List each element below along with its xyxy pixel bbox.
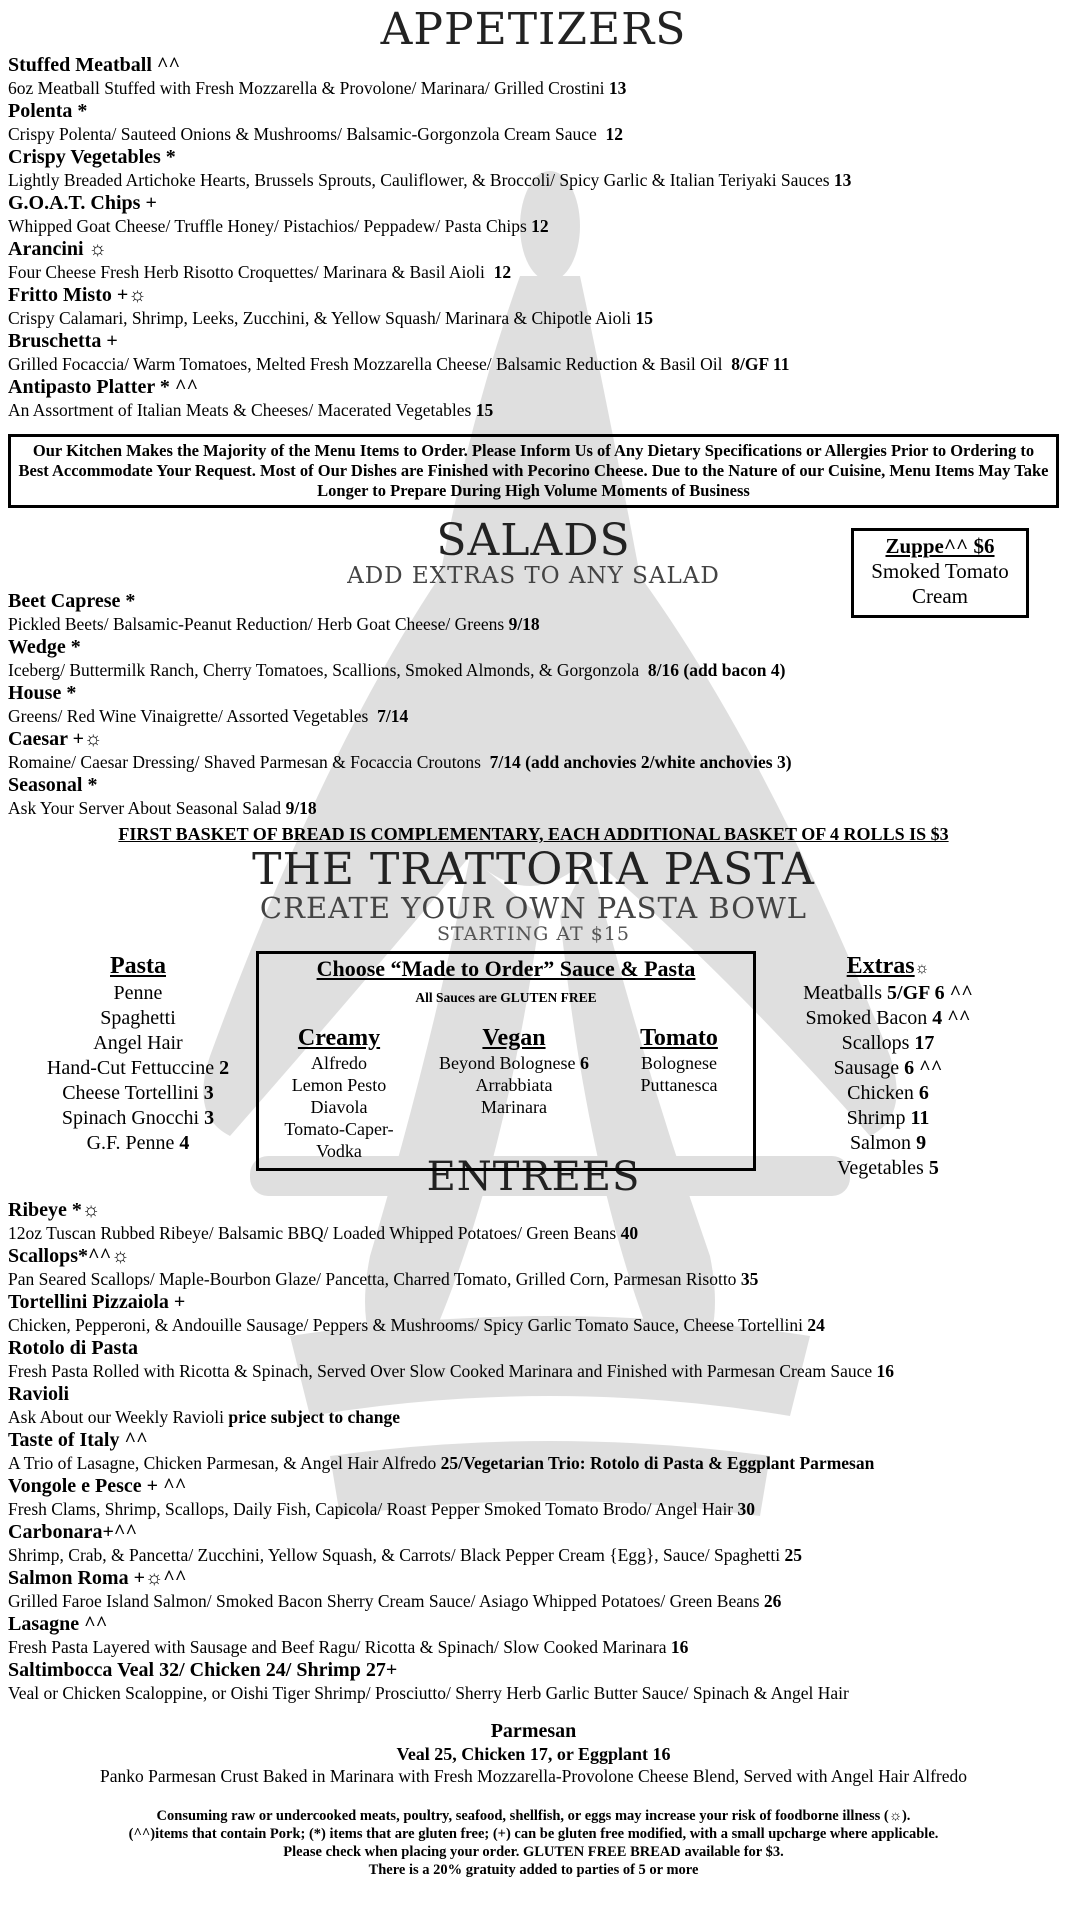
list-item [8, 1567, 1059, 1613]
parmesan-prices: Veal 25, Chicken 17, or Eggplant 16 [396, 1744, 671, 1764]
item-desc [8, 261, 1059, 284]
item-price: 13 [833, 170, 852, 190]
item-desc [8, 1682, 1059, 1705]
list-item [8, 238, 1059, 284]
extras-header [768, 951, 1008, 981]
extra-name: Sausage [833, 1057, 905, 1079]
list-item: Tomato-Caper- [284, 1119, 394, 1139]
item-desc [8, 1544, 1059, 1567]
list-item [8, 284, 1059, 330]
extras-choices [768, 951, 1008, 1181]
item-name: Arancini ☼ [8, 238, 107, 260]
item-price: 24 [807, 1315, 825, 1335]
appetizers-heading: APPETIZERS [380, 4, 687, 55]
list-item: Arrabbiata [475, 1075, 553, 1095]
list-item [768, 1006, 1008, 1031]
pasta-col-title: Pasta [110, 953, 166, 979]
creamy-title: Creamy [297, 1025, 381, 1051]
sauce-name: Beyond Bolognese [439, 1053, 576, 1073]
list-item [8, 1613, 1059, 1659]
item-price: 9/18 [285, 798, 317, 818]
pasta-name: G.F. Penne [86, 1132, 175, 1154]
list-item: Puttanesca [640, 1075, 718, 1095]
list-item [8, 774, 1059, 820]
item-desc [8, 797, 1059, 820]
list-item: Bolognese [641, 1053, 717, 1073]
pasta-price: 4 [179, 1132, 190, 1154]
item-desc [8, 399, 1059, 422]
list-item [8, 1475, 1059, 1521]
footer-line: Please check when placing your order. GLUTEN FREE BREAD available for $3. [283, 1844, 784, 1860]
item-desc-text: Fresh Clams, Shrimp, Scallops, Daily Fish, Capicola/ Roast Pepper Smoked Tomato Brodo/ Angel Hair [8, 1499, 734, 1519]
item-desc-text: A Trio of Lasagne, Chicken Parmesan, & Angel Hair Alfredo [8, 1453, 437, 1473]
item-price: 12 [493, 262, 512, 282]
item-name: Beet Caprese * [8, 590, 136, 612]
entrees-heading: ENTREES [426, 1154, 641, 1200]
item-name: Polenta * [8, 100, 88, 122]
item-name: Rotolo di Pasta [8, 1337, 138, 1359]
item-price: 8/GF 11 [731, 354, 790, 374]
list-item [8, 1429, 1059, 1475]
extra-name: Shrimp [846, 1107, 906, 1129]
item-price: 15 [635, 308, 654, 328]
zuppe-box [851, 528, 1029, 618]
extras-title: Extras [846, 953, 915, 979]
list-item [768, 1081, 1008, 1106]
list-item [768, 1131, 1008, 1156]
item-name: Scallops*^^☼ [8, 1245, 130, 1267]
list-item [18, 1081, 258, 1106]
item-desc-text: Grilled Focaccia/ Warm Tomatoes, Melted Fresh Mozzarella Cheese/ Balsamic Reduction & Basil Oil [8, 354, 723, 374]
item-name: Carbonara+^^ [8, 1521, 138, 1543]
item-name: Taste of Italy ^^ [8, 1429, 148, 1451]
list-item [768, 1156, 1008, 1181]
item-desc-text: 12oz Tuscan Rubbed Ribeye/ Balsamic BBQ/ Loaded Whipped Potatoes/ Green Beans [8, 1223, 617, 1243]
list-item [8, 376, 1059, 422]
item-desc-text: Fresh Pasta Rolled with Ricotta & Spinach, Served Over Slow Cooked Marinara and Finished with Parmesan Cream Sauce [8, 1361, 873, 1381]
item-desc-text: Four Cheese Fresh Herb Risotto Croquettes/ Marinara & Basil Aioli [8, 262, 485, 282]
sauce-gluten-note: All Sauces are GLUTEN FREE [415, 990, 597, 1005]
entrees-list [8, 1199, 1059, 1705]
extra-name: Chicken [847, 1082, 914, 1104]
item-price: 13 [608, 78, 627, 98]
item-name: G.O.A.T. Chips + [8, 192, 157, 214]
parmesan-title: Parmesan [490, 1720, 577, 1742]
item-name: Seasonal * [8, 774, 98, 796]
footer-line: (^^)items that contain Pork; (*) items that are gluten free; (+) can be gluten free modified, with a small upcharge where applicable. [128, 1826, 939, 1842]
list-item [8, 54, 1059, 100]
item-name: House * [8, 682, 77, 704]
pasta-name: Spinach Gnocchi [61, 1107, 200, 1129]
item-desc [8, 353, 1059, 376]
appetizers-list [8, 54, 1059, 422]
item-name: Ravioli [8, 1383, 70, 1405]
item-desc [8, 705, 1059, 728]
item-desc-text: Lightly Breaded Artichoke Hearts, Brussels Sprouts, Cauliflower, & Broccoli/ Spicy Garlic & Italian Teriyaki Sauces [8, 170, 830, 190]
item-name: Crispy Vegetables * [8, 146, 176, 168]
footer-line: Consuming raw or undercooked meats, poultry, seafood, shellfish, or eggs may increase your risk of foodborne illness (☼). [156, 1808, 911, 1824]
extra-name: Scallops [841, 1032, 910, 1054]
item-desc [8, 169, 1059, 192]
item-name: Caesar +☼ [8, 728, 103, 750]
item-desc-text: Greens/ Red Wine Vinaigrette/ Assorted Vegetables [8, 706, 369, 726]
item-desc-text: Crispy Polenta/ Sauteed Onions & Mushrooms/ Balsamic-Gorgonzola Cream Sauce [8, 124, 597, 144]
creamy-sauces [279, 1024, 399, 1162]
item-desc-text: Romaine/ Caesar Dressing/ Shaved Parmesan & Focaccia Croutons [8, 752, 481, 772]
extra-price: 17 [914, 1032, 935, 1054]
list-item [8, 1521, 1059, 1567]
salads-subtitle: ADD EXTRAS TO ANY SALAD [347, 563, 720, 589]
list-item [8, 1337, 1059, 1383]
item-price: 25 [784, 1545, 802, 1565]
item-desc-text: Grilled Faroe Island Salmon/ Smoked Bacon Sherry Cream Sauce/ Asiago Whipped Potatoes/ Green Beans [8, 1591, 760, 1611]
list-item [18, 981, 258, 1006]
list-item [18, 1106, 258, 1131]
footer-line: There is a 20% gratuity added to parties of 5 or more [368, 1862, 699, 1878]
extra-price: 4 ^^ [932, 1007, 971, 1029]
list-item: Alfredo [311, 1053, 367, 1073]
extra-price: 11 [910, 1107, 930, 1129]
item-price: 7/14 (add anchovies 2/white anchovies 3) [489, 752, 792, 772]
pasta-price: 3 [204, 1107, 215, 1129]
item-desc-text: Chicken, Pepperoni, & Andouille Sausage/ Peppers & Mushrooms/ Spicy Garlic Tomato Sauce, Cheese Tortellini [8, 1315, 803, 1335]
sun-icon: ☼ [914, 960, 930, 977]
list-item [768, 981, 1008, 1006]
pasta-subtitle: CREATE YOUR OWN PASTA BOWL [259, 891, 808, 925]
item-name: Saltimbocca Veal 32/ Chicken 24/ Shrimp 27+ [8, 1659, 398, 1681]
vegan-title: Vegan [482, 1025, 546, 1051]
item-name: Wedge * [8, 636, 81, 658]
zuppe-title: Zuppe^^ $6 [885, 534, 995, 558]
item-desc-text: Whipped Goat Cheese/ Truffle Honey/ Pistachios/ Peppadew/ Pasta Chips [8, 216, 527, 236]
extra-name: Salmon [849, 1132, 912, 1154]
sauce-price: 6 [580, 1053, 589, 1073]
list-item: Diavola [310, 1097, 368, 1117]
item-price: 26 [763, 1591, 782, 1611]
item-price: price subject to change [228, 1407, 400, 1427]
list-item [768, 1031, 1008, 1056]
item-desc-text: Ask Your Server About Seasonal Salad [8, 798, 282, 818]
extra-price: 6 ^^ [904, 1057, 943, 1079]
item-desc-text: Crispy Calamari, Shrimp, Leeks, Zucchini, & Yellow Squash/ Marinara & Chipotle Aioli [8, 308, 632, 328]
item-name: Stuffed Meatball ^^ [8, 54, 181, 76]
item-desc [8, 1406, 1059, 1429]
item-price: 30 [737, 1499, 756, 1519]
item-desc [8, 659, 1059, 682]
list-item [768, 1056, 1008, 1081]
tomato-title: Tomato [640, 1025, 718, 1051]
item-desc [8, 1452, 1059, 1475]
pasta-price: 3 [203, 1082, 214, 1104]
item-name: Lasagne ^^ [8, 1613, 108, 1635]
menu-page [0, 6, 1067, 1879]
parmesan-section [8, 1719, 1059, 1787]
tomato-sauces [619, 1024, 739, 1096]
sauce-title: Choose “Made to Order” Sauce & Pasta [316, 956, 696, 981]
pasta-price: 2 [219, 1057, 230, 1079]
list-item [8, 1291, 1059, 1337]
item-price: 9/18 [508, 614, 540, 634]
item-price: 8/16 (add bacon 4) [647, 660, 786, 680]
extra-price: 5/GF 6 ^^ [887, 982, 973, 1004]
list-item [18, 1031, 258, 1056]
item-desc-text: Fresh Pasta Layered with Sausage and Beef Ragu/ Ricotta & Spinach/ Slow Cooked Marinara [8, 1637, 667, 1657]
pasta-name: Hand-Cut Fettuccine [46, 1057, 215, 1079]
list-item [8, 100, 1059, 146]
list-item [8, 1659, 1059, 1705]
list-item [8, 330, 1059, 376]
item-name: Vongole e Pesce + ^^ [8, 1475, 187, 1497]
item-price: 15 [475, 400, 494, 420]
extra-name: Smoked Bacon [805, 1007, 928, 1029]
item-desc [8, 123, 1059, 146]
item-desc-text: Shrimp, Crab, & Pancetta/ Zucchini, Yellow Squash, & Carrots/ Black Pepper Cream {Egg}, Sauce/ Spaghetti [8, 1545, 781, 1565]
item-name: Ribeye *☼ [8, 1199, 101, 1221]
list-item [424, 1052, 604, 1074]
salads-section [8, 515, 1059, 820]
item-desc-text: Pickled Beets/ Balsamic-Peanut Reduction/ Herb Goat Cheese/ Greens [8, 614, 505, 634]
item-name: Antipasto Platter * ^^ [8, 376, 199, 398]
list-item [8, 192, 1059, 238]
extra-name: Meatballs [803, 982, 883, 1004]
item-name: Salmon Roma +☼^^ [8, 1567, 187, 1589]
pasta-choices [18, 951, 258, 1156]
item-desc-text: Veal or Chicken Scaloppine, or Oishi Tiger Shrimp/ Prosciutto/ Sherry Herb Garlic Butter Sauce/ Spinach & Angel Hair [8, 1683, 849, 1703]
item-desc-text: Ask About our Weekly Ravioli [8, 1407, 225, 1427]
extra-name: Vegetables [837, 1157, 924, 1179]
extra-price: 5 [928, 1157, 939, 1179]
bread-notice: FIRST BASKET OF BREAD IS COMPLEMENTARY, EACH ADDITIONAL BASKET OF 4 ROLLS IS $3 [118, 824, 949, 844]
item-price: 25/Vegetarian Trio: Rotolo di Pasta & Eggplant Parmesan [440, 1453, 875, 1473]
item-desc-text: Iceberg/ Buttermilk Ranch, Cherry Tomatoes, Scallions, Smoked Almonds, & Gorgonzola [8, 660, 640, 680]
pasta-name: Cheese Tortellini [62, 1082, 199, 1104]
item-desc [8, 215, 1059, 238]
pasta-heading: THE TRATTORIA PASTA [252, 844, 815, 895]
list-item [8, 146, 1059, 192]
pasta-name: Penne [113, 982, 163, 1004]
list-item [8, 636, 1059, 682]
list-item [8, 1245, 1059, 1291]
item-name: Fritto Misto +☼ [8, 284, 147, 306]
item-desc [8, 1590, 1059, 1613]
item-price: 7/14 [377, 706, 409, 726]
item-desc [8, 1268, 1059, 1291]
list-item [8, 1383, 1059, 1429]
item-desc [8, 77, 1059, 100]
pasta-name: Angel Hair [93, 1032, 183, 1054]
zuppe-desc: Smoked Tomato Cream [871, 559, 1009, 608]
list-item [8, 728, 1059, 774]
list-item [18, 1131, 258, 1156]
item-price: 16 [876, 1361, 895, 1381]
extra-price: 6 [918, 1082, 929, 1104]
pasta-starting-price: STARTING AT $15 [436, 923, 631, 945]
salads-heading: SALADS [436, 515, 631, 566]
item-desc [8, 1314, 1059, 1337]
item-desc [8, 307, 1059, 330]
list-item [8, 1199, 1059, 1245]
item-desc-text: 6oz Meatball Stuffed with Fresh Mozzarella & Provolone/ Marinara/ Grilled Crostini [8, 78, 605, 98]
list-item [18, 1006, 258, 1031]
vegan-sauces [424, 1024, 604, 1118]
item-desc [8, 1360, 1059, 1383]
list-item: Vodka [316, 1141, 362, 1161]
list-item [18, 1056, 258, 1081]
item-price: 16 [670, 1637, 689, 1657]
item-name: Bruschetta + [8, 330, 118, 352]
item-desc [8, 1498, 1059, 1521]
item-desc [8, 1636, 1059, 1659]
item-price: 35 [740, 1269, 759, 1289]
list-item: Marinara [481, 1097, 547, 1117]
item-desc [8, 1222, 1059, 1245]
item-price: 12 [605, 124, 624, 144]
sauce-box [256, 951, 756, 1171]
item-price: 12 [531, 216, 549, 236]
list-item: Lemon Pesto [291, 1075, 387, 1095]
list-item [768, 1106, 1008, 1131]
parmesan-desc: Panko Parmesan Crust Baked in Marinara with Fresh Mozzarella-Provolone Cheese Blend, Served with Angel Hair Alfredo [99, 1766, 968, 1786]
item-desc-text: Pan Seared Scallops/ Maple-Bourbon Glaze/ Pancetta, Charred Tomato, Grilled Corn, Parmesan Risotto [8, 1269, 737, 1289]
extra-price: 9 [916, 1132, 927, 1154]
list-item [8, 682, 1059, 728]
item-price: 40 [620, 1223, 639, 1243]
footer-disclaimer [8, 1807, 1059, 1879]
pasta-name: Spaghetti [100, 1007, 176, 1029]
kitchen-notice: Our Kitchen Makes the Majority of the Menu Items to Order. Please Inform Us of Any Dietary Specifications or Allergies Prior to Ordering to Best Accommodate Your Request. Most of Our Dishes are Finished with Pecorino Cheese. Due to the Nature of our Cuisine, Menu Items May Take Longer to Prepare During High Volume Moments of Business [8, 434, 1059, 508]
item-name: Tortellini Pizzaiola + [8, 1291, 186, 1313]
item-desc-text: An Assortment of Italian Meats & Cheeses/ Macerated Vegetables [8, 400, 472, 420]
item-desc [8, 751, 1059, 774]
